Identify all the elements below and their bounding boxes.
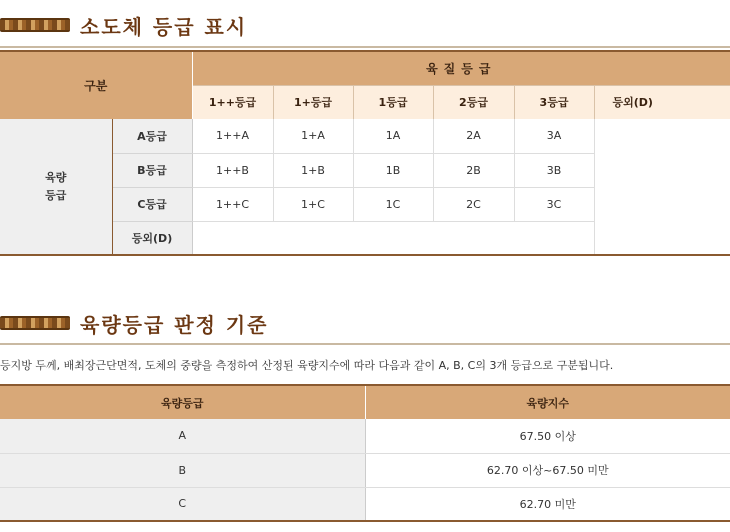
grade-cell: 1++A [192, 119, 273, 153]
grade-cell: 1C [353, 187, 433, 221]
header-category: 구분 [0, 51, 192, 119]
yield-index-cell: 67.50 이상 [365, 419, 730, 453]
grade-cell: 3B [514, 153, 594, 187]
quality-grade-header: 2등급 [433, 85, 514, 119]
ornament-bar-icon [0, 316, 70, 330]
row-label: C등급 [112, 187, 192, 221]
section-title-carcass-grade [0, 8, 730, 42]
yield-grade-cell: B [0, 453, 365, 487]
empty-cell [594, 119, 730, 255]
carcass-grade-table [0, 50, 730, 256]
empty-cell [192, 221, 594, 255]
row-label: B등급 [112, 153, 192, 187]
column-header: 육량등급 [0, 385, 365, 419]
row-label: A등급 [112, 119, 192, 153]
quality-grade-header: 등외(D) [594, 85, 730, 119]
table-row [0, 487, 730, 521]
quality-grade-header: 1+등급 [273, 85, 353, 119]
yield-grade-cell: C [0, 487, 365, 521]
grade-cell: 1+A [273, 119, 353, 153]
table-row [0, 453, 730, 487]
quality-grade-header: 3등급 [514, 85, 594, 119]
table-header-row [0, 385, 730, 419]
grade-cell: 1B [353, 153, 433, 187]
grade-cell: 2A [433, 119, 514, 153]
yield-index-cell: 62.70 미만 [519, 497, 576, 511]
grade-cell: 1A [353, 119, 433, 153]
grade-cell: 1+B [273, 153, 353, 187]
column-header: 육량지수 [365, 385, 730, 419]
section-title-yield-criteria [0, 306, 730, 340]
intro-text: 등지방 두께, 배최장근단면적, 도체의 중량을 측정하여 산정된 육량지수에 따라 다음과 같이 A, B, C의 3개 등급으로 구분됩니다. [0, 359, 614, 372]
grade-cell: 2B [433, 153, 514, 187]
header-meat-quality: 육질등급 [192, 51, 730, 85]
row-label: 등외(D) [112, 221, 192, 255]
ornament-bar-icon [0, 18, 70, 32]
section-title-text: 소도체 등급 표시 [80, 14, 248, 39]
grade-cell: 2C [433, 187, 514, 221]
table-row [0, 119, 730, 153]
quality-grade-header: 1++등급 [192, 85, 273, 119]
grade-cell: 1++B [192, 153, 273, 187]
yield-grade-label: 육량 등급 [0, 119, 112, 255]
title-divider [0, 343, 730, 345]
yield-criteria-table [0, 384, 730, 522]
grade-cell: 3A [514, 119, 594, 153]
title-divider [0, 46, 730, 48]
yield-index-cell: 62.70 이상~67.50 미만 [365, 453, 730, 487]
quality-grade-header: 1등급 [353, 85, 433, 119]
table-row [0, 419, 730, 453]
section-title-text: 육량등급 판정 기준 [80, 312, 269, 337]
yield-grade-cell: A [0, 419, 365, 453]
grade-cell: 1++C [192, 187, 273, 221]
grade-cell: 1+C [273, 187, 353, 221]
grade-cell: 3C [514, 187, 594, 221]
